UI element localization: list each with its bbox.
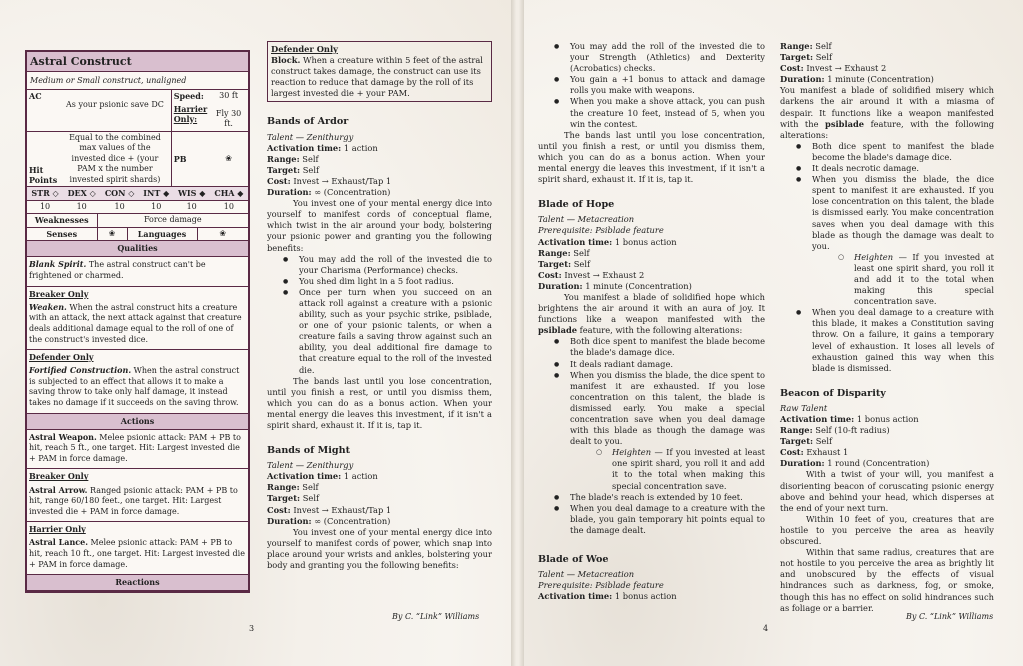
ability-dex: DEX ◇ xyxy=(63,187,100,200)
weaken-name: Weaken. xyxy=(29,301,67,312)
harrier-value: Fly 30 ft. xyxy=(215,108,242,129)
hope-talent: Talent — Metacreation xyxy=(538,214,635,225)
list-item: ● When you dismiss the blade, the dice spent to manifest it are exhausted. If you lose concentration on this talent, the blade is dismissed early. You make concentration saves when you deal damage with this blade as though the damage was dealt to you. ○ Heighten — If you invested at least one spirit shard, you roll it and add it to the total when making this special concentration save. xyxy=(792,174,994,307)
actions-header: Actions xyxy=(27,413,248,430)
ability-wis: WIS ◆ xyxy=(174,187,210,200)
list-item: ● You gain a +1 bonus to attack and damage rolls you make with weapons. xyxy=(550,74,765,96)
weaknesses-label: Weaknesses xyxy=(27,214,97,227)
might-cost: Cost: Invest → Exhaust/Tap 1 xyxy=(267,504,392,515)
list-item: ● It deals radiant damage. xyxy=(550,359,765,370)
astral-arrow-action xyxy=(27,483,248,522)
right-page xyxy=(524,0,1023,666)
defender-only-label-2: Defender Only xyxy=(271,44,338,54)
hope-duration: Duration: 1 minute (Concentration) xyxy=(538,280,692,291)
score-str: 10 xyxy=(27,200,63,214)
score-con: 10 xyxy=(100,200,139,214)
qualities-header: Qualities xyxy=(27,241,248,257)
beacon-of-disparity-title: Beacon of Disparity xyxy=(780,387,886,399)
defender-only-label: Defender Only xyxy=(27,349,248,363)
left-page xyxy=(0,0,511,666)
weaknesses-table xyxy=(27,214,248,228)
woe-range: Range: Self xyxy=(780,41,832,51)
breaker-only-label: Breaker Only xyxy=(27,286,248,300)
book-gutter xyxy=(511,0,524,666)
ac-value: As your psionic save DC xyxy=(59,90,171,131)
woe-prereq: Prerequisite: Psiblade feature xyxy=(538,580,664,591)
woe-talent: Talent — Metacreation xyxy=(538,569,635,580)
score-int: 10 xyxy=(139,200,174,214)
might-target: Target: Self xyxy=(267,493,320,504)
weaknesses-value: Force damage xyxy=(97,214,248,227)
blade-of-woe-title: Blade of Woe xyxy=(538,554,609,566)
hp-value: Equal to the combined max values of the invested dice + (your PAM x the number invested spirit shards) xyxy=(59,131,171,186)
harrier-label: Harrier Only: xyxy=(173,103,208,124)
fortified-text: When the astral construct is subjected to an effect that allows it to make a saving throw to take only half damage, it instead takes no damage if it succeeds on the saving throw. xyxy=(29,366,240,407)
score-dex: 10 xyxy=(63,200,100,214)
disparity-talent: Raw Talent xyxy=(780,402,828,413)
list-item: ● When you make a shove attack, you can push the creature 10 feet, instead of 5, when you win the contest. xyxy=(550,96,765,129)
might-duration: Duration: ∞ (Concentration) xyxy=(267,515,391,526)
hope-range: Range: Self xyxy=(538,247,590,258)
woe-duration: Duration: 1 minute (Concentration) xyxy=(780,74,934,85)
left-page-number: 3 xyxy=(249,624,255,633)
ardor-talent: Talent — Zenithurgy xyxy=(267,131,354,142)
list-item: ○ Heighten — If you invested at least one spirit shard, you roll it and add it to the total when making this special concentration save. xyxy=(592,447,765,491)
breaker-only-label-2: Breaker Only xyxy=(27,468,248,482)
ardor-benefits-list xyxy=(267,254,492,376)
astral-lance-name: Astral Lance. xyxy=(29,537,88,548)
ardor-duration: Duration: ∞ (Concentration) xyxy=(267,187,391,198)
list-item: ○ Heighten — If you invested at least one spirit shard, you roll it and add it to the total when making this special concentration save. xyxy=(834,252,994,307)
right-column-1 xyxy=(538,41,765,602)
astral-arrow-name: Astral Arrow. xyxy=(29,484,88,495)
blade-of-hope-title: Blade of Hope xyxy=(538,199,615,211)
might-description: You invest one of your mental energy dice into yourself to manifest cords of power, which snap into place around your wrists and ankles, bolstering your body and granting you the following benefits: xyxy=(267,526,492,571)
ability-str: STR ◇ xyxy=(27,187,63,200)
woe-target: Target: Self xyxy=(780,52,833,63)
list-item: ● Once per turn when you succeed on an attack roll against a creature with a psionic ability, such as your psychic strike, psiblade, or one of your psionic talents, or when a creature fails a saving throw against such an ability, you deal additional fire damage to that creature equal to the roll of the invested die. xyxy=(279,287,492,376)
senses-label: Senses xyxy=(27,228,97,241)
stat-block-subtitle: Medium or Small construct, unaligned xyxy=(27,72,248,90)
blank-spirit-name: Blank Spirit. xyxy=(29,259,87,270)
woe-description: You manifest a blade of solidified misery which darkens the air around it with a miasma of despair. It functions like a weapon manifested with the psiblade feature, with the following alterations: xyxy=(780,85,995,140)
might-talent: Talent — Zenithurgy xyxy=(267,460,354,471)
list-item: ● You shed dim light in a 5 foot radius. xyxy=(279,276,492,287)
left-footer: By C. “Link” Williams xyxy=(392,612,480,621)
blank-spirit-text: The astral construct can't be frightened or charmed. xyxy=(29,260,206,281)
disparity-p3: Within that same radius, creatures that are not hostile to you perceive the area as brightly lit and unobscured by the effects of visual hindrances such as darkness, fog, or smoke, though this has no effect on solid hindrances such as foliage or a barrier. xyxy=(780,547,994,613)
list-item: ● Both dice spent to manifest the blade become the blade's damage dice. xyxy=(792,141,994,163)
astral-weapon-text: Melee psionic attack: PAM + PB to hit, reach 5 ft., one target. Hit: Largest invested die + PAM in force damage. xyxy=(29,432,241,463)
weaken-text: When the astral construct hits a creature with an attack, the next attack against that creature deals additional damage equal to the roll of one of the construct's invested dice. xyxy=(29,302,242,344)
disparity-duration: Duration: 1 round (Concentration) xyxy=(780,458,930,469)
hope-activation: Activation time: 1 bonus action xyxy=(538,236,677,247)
stat-block xyxy=(25,50,250,593)
woe-activation: Activation time: 1 bonus action xyxy=(538,591,677,602)
might-duration-text: The bands last until you lose concentration, until you finish a rest, or until you dismiss them, which you can do as a bonus action. When your mental energy die leaves this investment, if it isn't a spirit shard, exhaust it. If it is, tap it. xyxy=(538,129,765,185)
list-item: ● You may add the roll of the invested die to your Charisma (Performance) checks. xyxy=(279,254,492,276)
ardor-duration-text: The bands last until you lose concentration, until you finish a rest, or until you dismiss them, which you can do as a bonus action. When your mental energy die leaves this investment, if it isn't a spirit shard, exhaust it. If it is, tap it. xyxy=(267,375,492,430)
ardor-cost: Cost: Invest → Exhaust/Tap 1 xyxy=(267,175,392,186)
ardor-description: You invest one of your mental energy dice into yourself to manifest cords of conceptual flame, which twist in the air around your body, bolstering your psionic power and granting you the following benefits: xyxy=(267,198,492,253)
pb-label: PB xyxy=(171,131,209,186)
ardor-activation: Activation time: 1 action xyxy=(267,142,378,153)
block-reaction xyxy=(271,55,488,99)
weaken-quality xyxy=(27,300,248,349)
speed-label: Speed: xyxy=(173,91,204,102)
hope-description: You manifest a blade of solidified hope which brightens the air around it with an aura of joy. It functions like a weapon manifested with the psiblade feature, with the following alterations: xyxy=(538,291,765,336)
might-benefits-list xyxy=(538,41,765,130)
block-name: Block. xyxy=(271,55,301,66)
speed-value: 30 ft xyxy=(219,91,239,101)
astral-arrow-text: Ranged psionic attack: PAM + PB to hit, range 60/180 feet., one target. Hit: Largest invested die + PAM in force damage. xyxy=(29,485,238,516)
stat-block-title: Astral Construct xyxy=(27,52,248,72)
block-text: When a creature within 5 feet of the astral construct takes damage, the construct can use its reaction to reduce that damage by the roll of its largest invested die + your PAM. xyxy=(271,55,483,99)
senses-value: ❀ xyxy=(97,228,127,241)
list-item: ● When you dismiss the blade, the dice spent to manifest it are exhausted. If you lose concentration on this talent, the blade is dismissed early. You make a special concentration save when you deal damage with this blade as though the damage was dealt to you. ○ Heighten — If you invested at least one spirit shard, you roll it and add it to the total when making this special concentration save. xyxy=(550,370,765,492)
woe-alterations-list xyxy=(780,141,994,374)
astral-lance-action xyxy=(27,535,248,574)
might-range: Range: Self xyxy=(267,482,319,493)
list-item: ● Both dice spent to manifest the blade become the blade's damage dice. xyxy=(550,336,765,358)
score-cha: 10 xyxy=(210,200,248,214)
right-page-number: 4 xyxy=(763,624,769,633)
senses-table xyxy=(27,228,248,242)
ability-con: CON ◇ xyxy=(100,187,139,200)
bands-of-ardor-title: Bands of Ardor xyxy=(267,116,349,128)
list-item: ● When you deal damage to a creature with this blade, it makes a Constitution saving throw. On a failure, it gains a temporary level of exhaustion. It loses all levels of exhaustion gained this way when this blade is dismissed. xyxy=(792,307,994,374)
astral-weapon-action xyxy=(27,430,248,469)
hope-target: Target: Self xyxy=(538,258,591,269)
disparity-p2: Within 10 feet of you, creatures that are hostile to you perceive the area as heavily obscured. xyxy=(780,513,994,547)
hp-label: Hit Points xyxy=(27,131,59,186)
disparity-cost: Cost: Exhaust 1 xyxy=(780,447,849,458)
woe-cost: Cost: Invest → Exhaust 2 xyxy=(780,63,887,74)
disparity-range: Range: Self (10-ft radius) xyxy=(780,425,890,436)
ardor-target: Target: Self xyxy=(267,164,320,175)
list-item: ● You may add the roll of the invested die to your Strength (Athletics) and Dexterity (Acrobatics) checks. xyxy=(550,41,765,74)
list-item: ● It deals necrotic damage. xyxy=(792,163,994,174)
fortified-quality xyxy=(27,363,248,412)
reactions-header: Reactions xyxy=(27,574,248,591)
right-footer: By C. “Link” Williams xyxy=(906,612,994,621)
left-column-2 xyxy=(267,41,492,571)
right-column-2 xyxy=(780,41,994,614)
ability-scores-table xyxy=(27,187,248,214)
disparity-target: Target: Self xyxy=(780,436,833,447)
hope-cost: Cost: Invest → Exhaust 2 xyxy=(538,269,645,280)
languages-value: ❀ xyxy=(197,228,248,241)
block-reaction-box xyxy=(267,41,492,102)
harrier-only-label: Harrier Only xyxy=(27,521,248,535)
might-activation: Activation time: 1 action xyxy=(267,471,378,482)
score-wis: 10 xyxy=(174,200,210,214)
list-item: ● The blade's reach is extended by 10 feet. xyxy=(550,492,765,503)
ability-int: INT ◆ xyxy=(139,187,174,200)
bands-of-might-title: Bands of Might xyxy=(267,445,350,457)
stat-block-column xyxy=(25,50,250,593)
core-stats-table xyxy=(27,90,248,187)
ardor-range: Range: Self xyxy=(267,153,319,164)
blank-spirit-quality xyxy=(27,257,248,285)
list-item: ● When you deal damage to a creature with the blade, you gain temporary hit points equal to the damage dealt. xyxy=(550,503,765,536)
disparity-activation: Activation time: 1 bonus action xyxy=(780,414,919,424)
hope-alterations-list xyxy=(538,336,765,536)
ability-cha: CHA ◆ xyxy=(210,187,248,200)
languages-label: Languages xyxy=(127,228,197,241)
ac-label: AC xyxy=(29,91,42,102)
astral-lance-text: Melee psionic attack: PAM + PB to hit, reach 10 ft., one target. Hit: Largest invested die + PAM in force damage. xyxy=(29,538,245,569)
fortified-name: Fortified Construction. xyxy=(29,365,132,376)
astral-weapon-name: Astral Weapon. xyxy=(29,431,97,442)
pb-value: ❀ xyxy=(209,131,248,186)
hope-prereq: Prerequisite: Psiblade feature xyxy=(538,225,664,236)
disparity-p1: With a twist of your will, you manifest a disorienting beacon of coruscating psionic energy above and behind your head, which disperses at the end of your next turn. xyxy=(780,469,994,513)
